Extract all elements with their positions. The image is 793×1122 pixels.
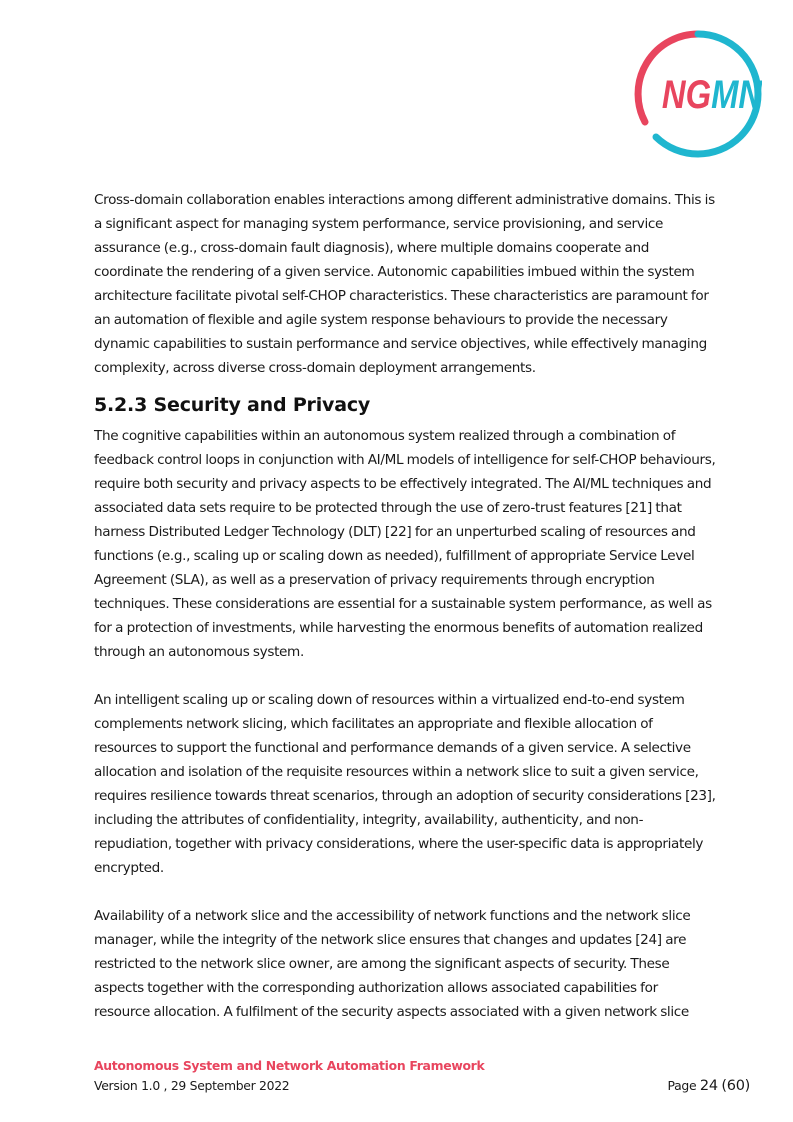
page-number: [667, 1077, 750, 1095]
section-paragraph-3: Availability of a network slice and the accessibility of network functions and the network slice manager, while the integrity of the network slice ensures that changes and updates [24] are restricted to the network slice owner, are among the significant aspects of security. These aspects together with the corresponding authorization allows associated capabilities for resource allocation. A fulfilment of the security aspects associated with a given network slice: [94, 908, 691, 1020]
page-current: 24: [699, 1078, 718, 1094]
page-total: (60): [721, 1078, 750, 1094]
section-paragraph-1: The cognitive capabilities within an autonomous system realized through a combination of feedback control loops in conjunction with AI/ML models of intelligence for self-CHOP behaviours, require both security and privacy aspects to be effectively integrated. The AI/ML techniques and associated data sets require to be protected through the use of zero-trust features [21] that harness Distributed Ledger Technology (DLT) [22] for an unperturbed scaling of resources and functions (e.g., scaling up or scaling down as needed), fulfillment of appropriate Service Level Agreement (SLA), as well as a preservation of privacy requirements through encryption techniques. These considerations are essential for a sustainable system performance, as well as for a protection of investments, while harvesting the enormous benefits of automation realized through an autonomous system.: [94, 428, 716, 660]
intro-paragraph: Cross-domain collaboration enables interactions among different administrative domains. This is a significant aspect for managing system performance, service provisioning, and service assurance (e.g., cross-domain fault diagnosis), where multiple domains cooperate and coordinate the rendering of a given service. Autonomic capabilities imbued within the system architecture facilitate pivotal self-CHOP characteristics. These characteristics are paramount for an automation of flexible and agile system response behaviours to provide the necessary dynamic capabilities to sustain performance and service objectives, while effectively managing complexity, across diverse cross-domain deployment arrangements.: [94, 192, 715, 376]
section-heading: [94, 389, 716, 421]
page-footer: [94, 1057, 750, 1095]
footer-version: Version 1.0 , 29 September 2022: [94, 1078, 290, 1093]
footer-document-title: Autonomous System and Network Automation Framework: [94, 1058, 485, 1073]
section-number: 5.2.3: [94, 394, 148, 416]
ngmn-logo: [634, 30, 762, 158]
main-content: [94, 188, 716, 1024]
logo-text-ng: NGMN: [661, 71, 762, 117]
section-title: Security and Privacy: [153, 394, 371, 416]
section-paragraph-2: An intelligent scaling up or scaling down of resources within a virtualized end-to-end system complements network slicing, which facilitates an appropriate and flexible allocation of resources to support the functional and performance demands of a given service. A selective allocation and isolation of the requisite resources within a network slice to suit a given service, requires resilience towards threat scenarios, through an adoption of security considerations [23], including the attributes of confidentiality, integrity, availability, authenticity, and non-repudiation, together with privacy considerations, where the user-specific data is appropriately encrypted.: [94, 692, 716, 876]
page-label: Page: [667, 1078, 697, 1093]
